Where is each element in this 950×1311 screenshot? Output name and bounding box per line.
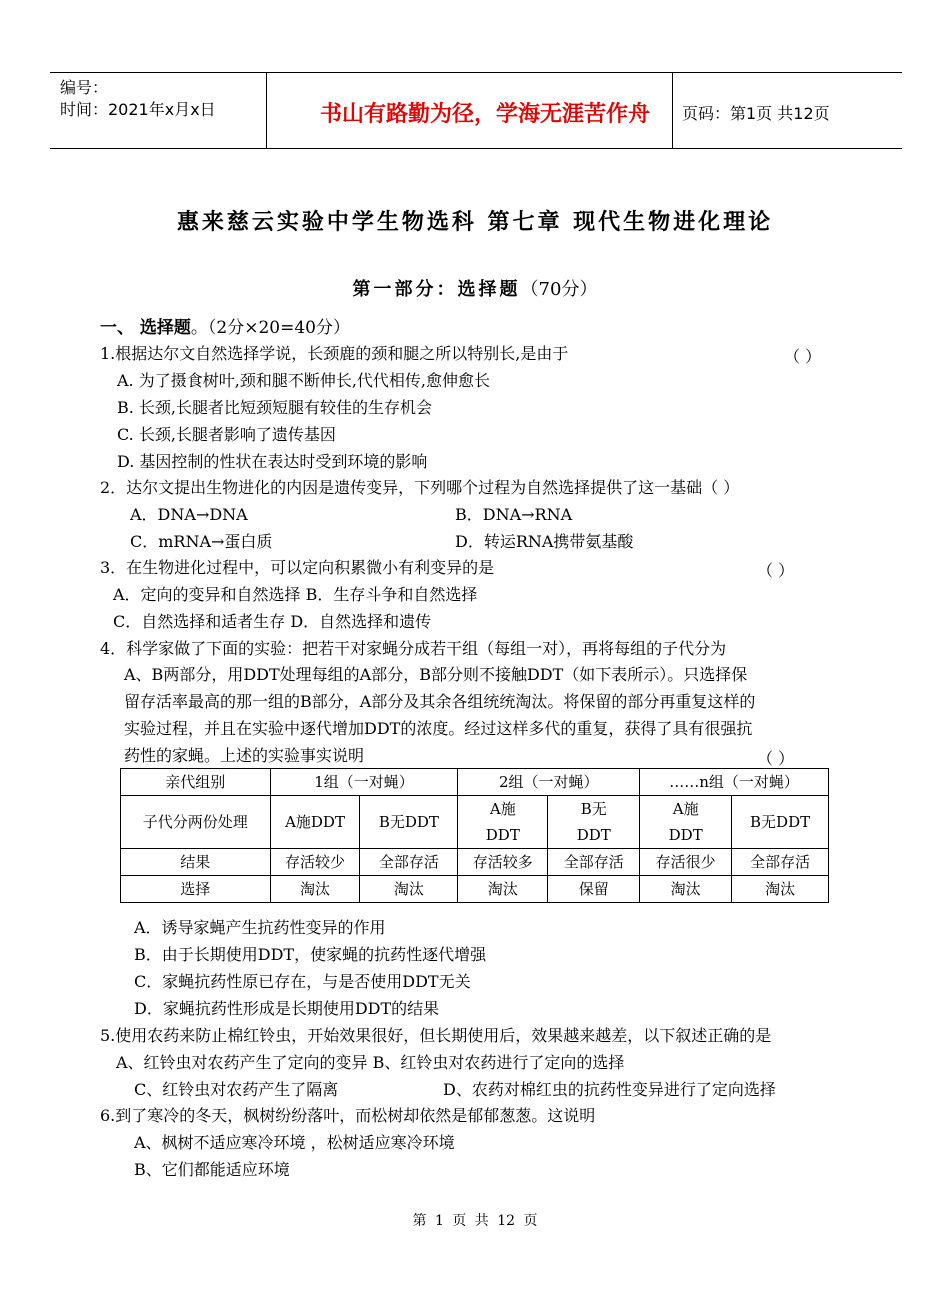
option-c: C、红铃虫对农药产生了隔离 xyxy=(134,1080,339,1099)
table-cell: B无DDT xyxy=(360,796,458,849)
table-row xyxy=(121,876,829,903)
code-label: 编号： xyxy=(60,78,109,97)
question-4-text: 实验过程，并且在实验中逐代增加DDT的浓度。经过这样多代的重复，获得了具有很强抗 xyxy=(124,719,753,738)
table-cell: 选择 xyxy=(121,876,271,903)
option-d: D、农药对棉红虫的抗药性变异进行了定向选择 xyxy=(443,1080,776,1099)
time-label: 时间：2021年x月x日 xyxy=(60,100,216,119)
table-cell: 结果 xyxy=(121,849,271,876)
table-cell: B无DDT xyxy=(548,796,640,849)
question-1: 1.根据达尔文自然选择学说，长颈鹿的颈和腿之所以特别长,是由于 xyxy=(100,344,569,363)
document-title: 惠来慈云实验中学生物选科 第七章 现代生物进化理论 xyxy=(176,209,774,235)
header-page-number: 页码：第1页 共12页 xyxy=(682,104,830,123)
answer-blank: （ ） xyxy=(757,561,795,580)
option-d: D．转运RNA携带氨基酸 xyxy=(455,532,634,551)
option-b: B. 长颈,长腿者比短颈短腿有较佳的生存机会 xyxy=(117,398,433,417)
table-cell: 淘汰 xyxy=(458,876,548,903)
header-divider xyxy=(266,73,267,148)
options-cd: C．自然选择和适者生存 D．自然选择和遗传 xyxy=(113,612,432,631)
header-motto: 书山有路勤为径，学海无涯苦作舟 xyxy=(319,102,650,127)
option-c: C．mRNA→蛋白质 xyxy=(130,532,273,551)
option-b: B、它们都能适应环境 xyxy=(134,1160,290,1179)
table-cell: 淘汰 xyxy=(360,876,458,903)
option-c: C. 长颈,长腿者影响了遗传基因 xyxy=(117,425,336,444)
table-cell: 存活较多 xyxy=(458,849,548,876)
table-cell: 1组（一对蝇） xyxy=(270,769,458,796)
answer-blank: （ ） xyxy=(757,749,795,768)
options-ab: A、红铃虫对农药产生了定向的变异 B、红铃虫对农药进行了定向的选择 xyxy=(116,1053,625,1072)
table-cell: A施DDT xyxy=(458,796,548,849)
page-footer: 第 1 页 共 12 页 xyxy=(412,1213,538,1229)
table-cell: A施DDT xyxy=(640,796,732,849)
table-cell: 淘汰 xyxy=(732,876,829,903)
table-cell: 全部存活 xyxy=(732,849,829,876)
question-4-text: 留存活率最高的那一组的B部分，A部分及其余各组统统淘汰。将保留的部分再重复这样的 xyxy=(124,692,756,711)
option-d: D. 基因控制的性状在表达时受到环境的影响 xyxy=(117,452,428,471)
table-cell: 亲代组别 xyxy=(121,769,271,796)
options-ab: A．定向的变异和自然选择 B．生存斗争和自然选择 xyxy=(113,585,478,604)
table-cell: 2组（一对蝇） xyxy=(458,769,640,796)
option-a: A．诱导家蝇产生抗药性变异的作用 xyxy=(134,918,386,937)
part-heading xyxy=(0,275,950,301)
question-2: 2．达尔文提出生物进化的内因是遗传变异，下列哪个过程为自然选择提供了这一基础（ ） xyxy=(100,478,740,497)
table-row xyxy=(121,769,829,796)
table-cell: 全部存活 xyxy=(548,849,640,876)
header-divider xyxy=(672,73,673,148)
table-cell: 子代分两份处理 xyxy=(121,796,271,849)
section-heading xyxy=(100,318,350,338)
part-score: （70分） xyxy=(520,279,598,300)
question-4: 4．科学家做了下面的实验：把若干对家蝇分成若干组（每组一对），再将每组的子代分为 xyxy=(100,639,727,658)
option-a: A. 为了摄食树叶,颈和腿不断伸长,代代相传,愈伸愈长 xyxy=(117,371,490,390)
table-row xyxy=(121,796,829,849)
option-b: B．由于长期使用DDT，使家蝇的抗药性逐代增强 xyxy=(134,945,487,964)
section-score: 。（2分×20=40分） xyxy=(190,318,350,338)
header-meta xyxy=(60,77,216,121)
question-4-text: A、B两部分，用DDT处理每组的A部分，B部分则不接触DDT（如下表所示）。只选择保 xyxy=(124,665,748,684)
option-b: B．DNA→RNA xyxy=(455,505,573,524)
option-a: A、枫树不适应寒冷环境 ，松树适应寒冷环境 xyxy=(134,1133,455,1152)
section-name: 一、 选择题 xyxy=(100,318,191,338)
table-cell: ……n组（一对蝇） xyxy=(640,769,829,796)
question-4-text: 药性的家蝇。上述的实验事实说明 xyxy=(124,746,365,765)
page-header xyxy=(50,72,902,149)
option-c: C．家蝇抗药性原已存在，与是否使用DDT无关 xyxy=(134,972,471,991)
table-cell: 存活较少 xyxy=(270,849,360,876)
table-row xyxy=(121,849,829,876)
table-cell: 淘汰 xyxy=(640,876,732,903)
table-cell: B无DDT xyxy=(732,796,829,849)
question-6: 6.到了寒冷的冬天，枫树纷纷落叶，而松树却依然是郁郁葱葱。这说明 xyxy=(100,1106,596,1125)
answer-blank: （ ） xyxy=(784,347,822,366)
question-3: 3．在生物进化过程中，可以定向积累微小有利变异的是 xyxy=(100,558,495,577)
table-cell: 淘汰 xyxy=(270,876,360,903)
option-d: D．家蝇抗药性形成是长期使用DDT的结果 xyxy=(134,999,440,1018)
table-cell: 全部存活 xyxy=(360,849,458,876)
part-name: 第一部分：选择题 xyxy=(352,279,521,300)
table-cell: 保留 xyxy=(548,876,640,903)
table-cell: A施DDT xyxy=(270,796,360,849)
option-a: A．DNA→DNA xyxy=(130,505,248,524)
experiment-table xyxy=(120,768,829,903)
table-cell: 存活很少 xyxy=(640,849,732,876)
question-5: 5.使用农药来防止棉红铃虫，开始效果很好，但长期使用后，效果越来越差，以下叙述正确的是 xyxy=(100,1026,772,1045)
